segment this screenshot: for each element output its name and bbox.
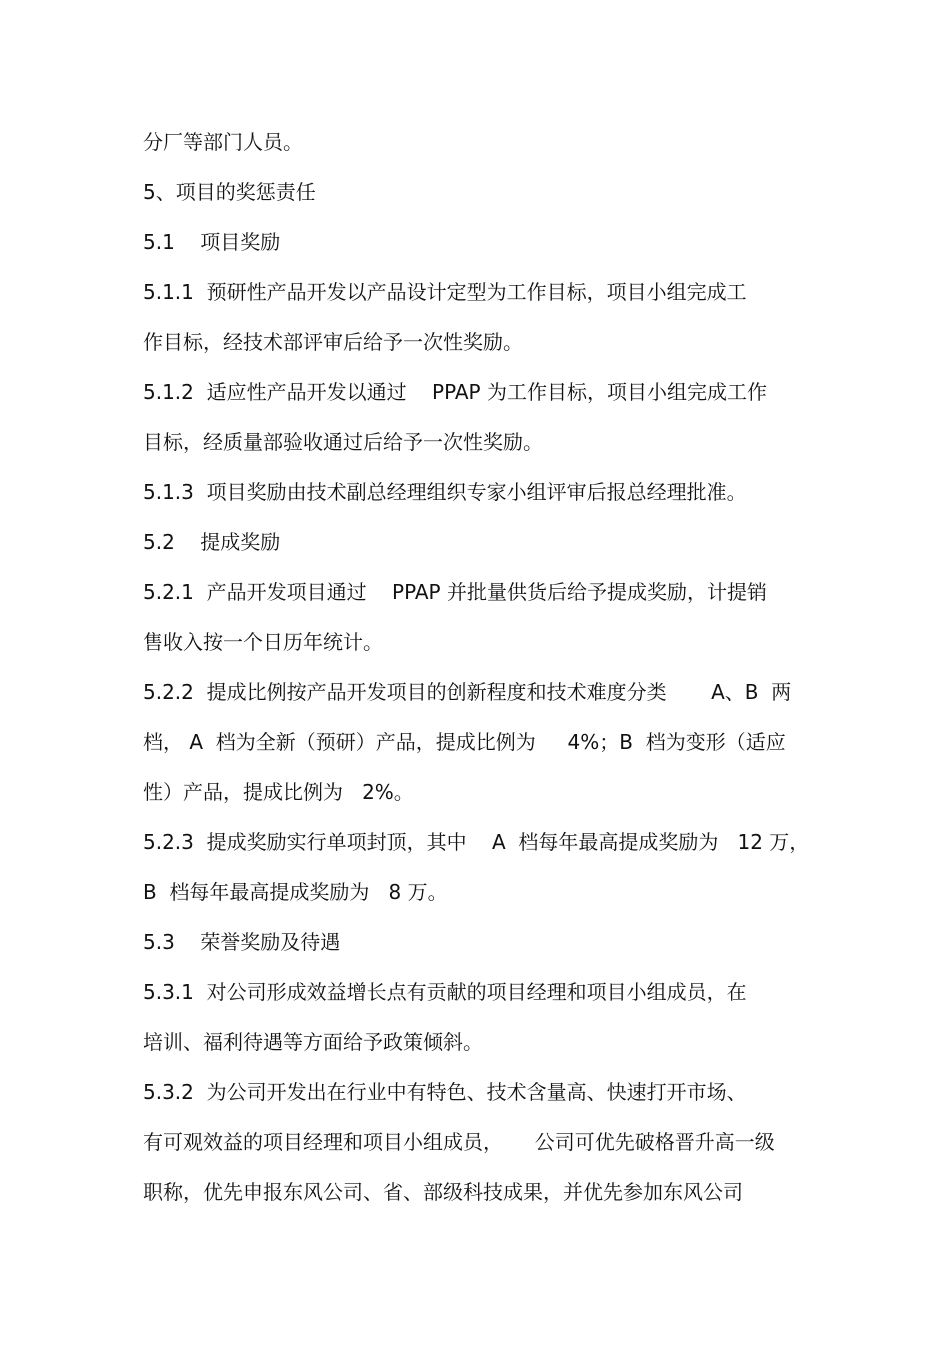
text-line: 5.1.2 适应性产品开发以通过 PPAP 为工作目标，项目小组完成工作 (143, 380, 767, 404)
text-line: 5.3.2 为公司开发出在行业中有特色、技术含量高、快速打开市场、 (143, 1080, 747, 1104)
subsection-heading: 5.3 荣誉奖励及待遇 (143, 930, 341, 954)
text-line: 5.2.2 提成比例按产品开发项目的创新程度和技术难度分类 A、B 两 (143, 680, 792, 704)
text-line: 作目标，经技术部评审后给予一次性奖励。 (143, 330, 523, 354)
text-line: 培训、福利待遇等方面给予政策倾斜。 (143, 1030, 483, 1054)
text-line: 分厂等部门人员。 (143, 130, 303, 154)
text-line: 有可观效益的项目经理和项目小组成员， 公司可优先破格晋升高一级 (143, 1130, 775, 1154)
text-line: 5.3.1 对公司形成效益增长点有贡献的项目经理和项目小组成员，在 (143, 980, 747, 1004)
text-line: 5.2.1 产品开发项目通过 PPAP 并批量供货后给予提成奖励，计提销 (143, 580, 767, 604)
text-line: 5.1.1 预研性产品开发以产品设计定型为工作目标，项目小组完成工 (143, 280, 747, 304)
text-line: B 档每年最高提成奖励为 8 万。 (143, 880, 448, 904)
text-line: 5.1.3 项目奖励由技术副总经理组织专家小组评审后报总经理批准。 (143, 480, 747, 504)
section-heading: 5、项目的奖惩责任 (143, 180, 316, 204)
text-line: 5.2.3 提成奖励实行单项封顶，其中 A 档每年最高提成奖励为 12 万， (143, 830, 810, 854)
subsection-heading: 5.1 项目奖励 (143, 230, 281, 254)
text-line: 性）产品，提成比例为 2%。 (143, 780, 414, 804)
text-line: 目标，经质量部验收通过后给予一次性奖励。 (143, 430, 543, 454)
text-line: 职称，优先申报东风公司、省、部级科技成果，并优先参加东风公司 (143, 1180, 743, 1204)
text-line: 售收入按一个日历年统计。 (143, 630, 383, 654)
text-line: 档， A 档为全新（预研）产品，提成比例为 4%；B 档为变形（适应 (143, 730, 786, 754)
subsection-heading: 5.2 提成奖励 (143, 530, 281, 554)
